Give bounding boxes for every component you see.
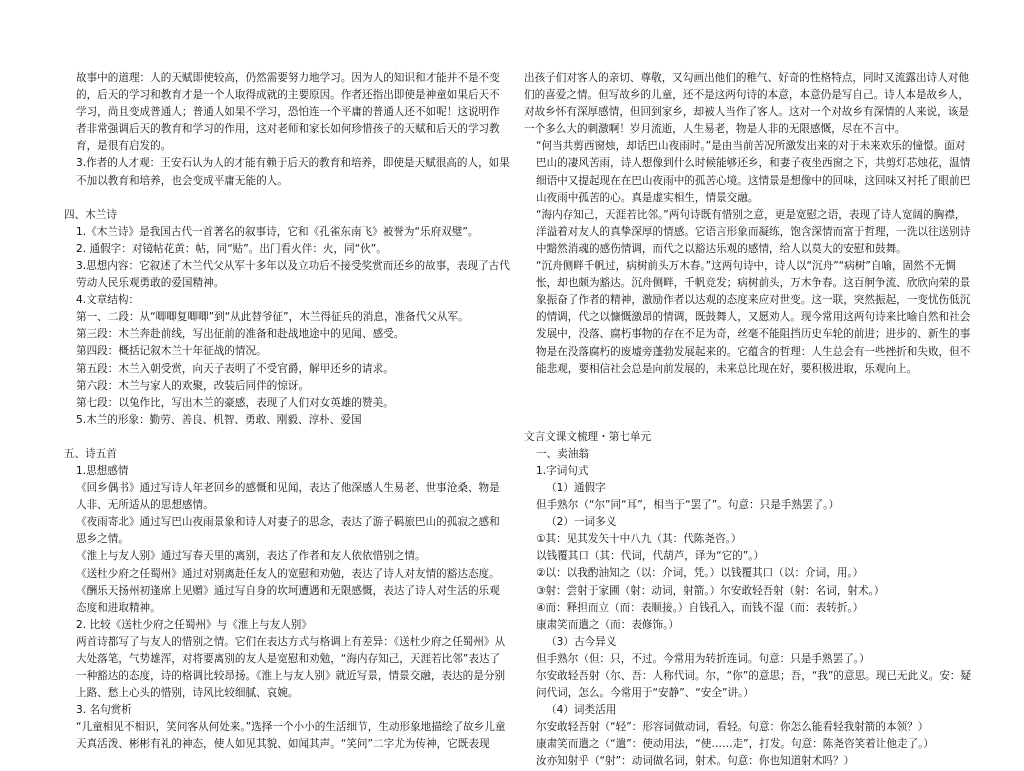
- text-paragraph: 四、木兰诗: [64, 208, 117, 221]
- text-paragraph: 3.思想内容：它叙述了木兰代父从军十多年以及立功后不接受奖赏而还乡的故事，表现了古代劳动人民乐观勇敢的爱国精神。: [76, 259, 510, 290]
- text-paragraph: 2. 比较《送杜少府之任蜀州》与《淮上与友人别》: [76, 618, 312, 631]
- text-paragraph: 《夜雨寄北》通过写巴山夜雨景象和诗人对妻子的思念，表达了游子羁旅巴山的孤寂之感和思乡之情。: [76, 516, 500, 546]
- text-paragraph: 文言文课文梳理・第七单元: [524, 430, 652, 443]
- text-paragraph: “海内存知己，天涯若比邻。”两句诗既有惜别之意，更是宽慰之语，表现了诗人宽阔的胸襟，洋溢着对友人的真挚深厚的情感。它语言形象而凝练，饱含深情而富于哲理，一洗以往送别诗中黯然消魂的感伤情调，而代之以豁达乐观的感情，给人以莫大的安慰和鼓舞。: [536, 208, 971, 255]
- text-paragraph: 1.字词句式: [536, 464, 589, 477]
- text-paragraph: 《回乡偶书》通过写诗人年老回乡的感慨和见闻，表达了他深感人生易老、世事沧桑、物是人非、无所适从的思想感情。: [76, 482, 500, 512]
- right-column: [524, 70, 976, 771]
- text-paragraph: “儿童相见不相识，笑问客从何处来。”选择一个小小的生活细节，生动形象地描绘了故乡儿童天真活泼、彬彬有礼的神态，使人如见其貌、如闻其声。“笑问”二字尤为传神，它既表现: [76, 721, 506, 751]
- text-paragraph: 一、卖油翁: [536, 447, 589, 460]
- text-paragraph: 《送杜少府之任蜀州》通过对别离赴任友人的宽慰和劝勉，表达了诗人对友情的豁达态度。: [76, 567, 500, 580]
- text-paragraph: ②以：以我酌油知之（以：介词，凭。）以钱覆其口（以：介词，用。）: [536, 567, 864, 580]
- text-paragraph: 汝亦知射乎（“射”：动词做名词，射术。句意：你也知道射术吗？）: [536, 755, 855, 768]
- text-paragraph: 但手熟尔（但：只，不过。今常用为转折连词。句意：只是手熟罢了。）: [536, 652, 870, 665]
- text-paragraph: 《酬乐天扬州初逢席上见赠》通过写自身的坎坷遭遇和无限感慨，表达了诗人对生活的乐观态度和进取精神。: [76, 584, 500, 614]
- text-paragraph: 《淮上与友人别》通过写春天里的离别，表达了作者和友人依依惜别之情。: [76, 550, 426, 563]
- text-paragraph: 出孩子们对客人的亲切、尊敬，又勾画出他们的稚气、好奇的性格特点，同时又流露出诗人对他们的喜爱之情。但写故乡的儿童，还不是这两句诗的本意，本意仍是写自己。诗人本是故乡人，对故乡怀有深厚感情，但回到家乡，却被人当作了客人。这对一个对故乡有深情的人来说，该是一个多么大的刺激啊！岁月流逝，人生易老，物是人非的无限感慨，尽在不言中。: [524, 72, 969, 136]
- text-paragraph: 3.作者的人才观：王安石认为人的才能有赖于后天的教育和培养，即使是天赋很高的人，如果不加以教育和培养，也会变成平庸无能的人。: [76, 157, 510, 187]
- text-paragraph: 4.文章结构：: [76, 294, 140, 307]
- text-paragraph: 5.木兰的形象：勤劳、善良、机智、勇敢、刚毅、淳朴、爱国: [76, 413, 362, 426]
- text-paragraph: 康肃笑而遣之（而：表修饰。）: [536, 618, 680, 631]
- blank-line: [64, 429, 510, 446]
- blank-line: [64, 190, 510, 207]
- blank-line: [524, 378, 976, 395]
- left-column: [64, 70, 510, 754]
- text-paragraph: （3）古今异义: [546, 635, 617, 648]
- text-paragraph: 五、诗五首: [64, 447, 117, 460]
- text-paragraph: 第五段：木兰入朝受赏，向天子表明了不受官爵，解甲还乡的请求。: [76, 362, 394, 375]
- text-paragraph: 1.《木兰诗》是我国古代一首著名的叙事诗，它和《孔雀东南飞》被誉为“乐府双璧”。: [76, 225, 479, 238]
- text-paragraph: （4）词类活用: [546, 704, 617, 717]
- text-paragraph: 以钱覆其口（其：代词，代葫芦，译为“它的”。）: [536, 550, 765, 563]
- text-paragraph: 康肃笑而遣之（“遣”：使动用法，“使……走”，打发。句意：陈尧咨笑着让他走了。）: [536, 738, 935, 751]
- text-paragraph: （2）一词多义: [546, 516, 617, 529]
- text-paragraph: 第七段：以兔作比，写出木兰的豪感，表现了人们对女英雄的赞美。: [76, 396, 394, 409]
- blank-line: [524, 412, 976, 429]
- text-paragraph: 第三段：木兰奔赴前线，写出征前的准备和赴战地途中的见闻、感受。: [76, 328, 405, 341]
- text-paragraph: ①其：见其发矢十中八九（其：代陈尧咨。）: [536, 533, 742, 546]
- text-paragraph: 但手熟尔（“尔”同“耳”，相当于“罢了”。句意：只是手熟罢了。）: [536, 499, 840, 512]
- text-paragraph: 2. 通假字：对镜帖花黄：帖，同“贴”。出门看火伴：火，同“伙”。: [76, 242, 387, 255]
- text-paragraph: “何当共剪西窗烛，却话巴山夜雨时。”是由当前苦况所激发出来的对于未来欢乐的憧憬。面对巴山的凄风苦雨，诗人想像到什么时候能够还乡，和妻子夜坐西窗之下，共剪灯芯烛花，温情细语中又提起现在在巴山夜雨中的孤苦心境。这情景是想像中的回味，这回味又衬托了眼前巴山夜雨中孤苦的心。真是虚实相生，情景交融。: [536, 140, 971, 204]
- text-paragraph: 第四段：概括记叙木兰十年征战的情况。: [76, 345, 267, 358]
- text-paragraph: 两首诗都写了与友人的惜别之情。它们在表达方式与格调上有差异：《送杜少府之任蜀州》从大处落笔，气势雄浑，对将要离别的友人是宽慰和劝勉，“海内存知己，天涯若比邻”表达了一种豁达的态度，诗的格调比较昂扬。《淮上与友人别》就近写景，情景交融，表达的是分别上路、愁上心头的惜别，诗风比较细腻、哀婉。: [76, 635, 506, 700]
- text-paragraph: （1）通假字: [546, 481, 606, 494]
- text-paragraph: 3. 名句赏析: [76, 704, 132, 717]
- blank-line: [524, 395, 976, 412]
- text-paragraph: 1.思想感情: [76, 464, 129, 477]
- text-paragraph: ④而：释担而立（而：表顺接。）自钱孔入，而钱不湿（而：表转折。）: [536, 601, 864, 614]
- text-paragraph: ③射：尝射于家圃（射：动词，射箭。）尔安敢轻吾射（射：名词，射术。）: [536, 584, 885, 597]
- text-paragraph: 第一、二段：从“唧唧复唧唧”到“从此替爷征”，木兰得征兵的消息，准备代父从军。: [76, 311, 469, 324]
- text-paragraph: 尔安敢轻吾射（“轻”：形容词做动词，看轻。句意：你怎么能看轻我射箭的本领？）: [536, 721, 929, 734]
- text-paragraph: “沉舟侧畔千帆过，病树前头万木春。”这两句诗中，诗人以“沉舟”“病树”自喻，固然不无惆怅，却也颇为豁达。沉舟侧畔，千帆竞发；病树前头，万木争春。这百舸争流、欣欣向荣的景象振奋了作者的精神，激励作者以达观的态度来应对世变。这一联，突然振起，一变忧伤低沉的情调，代之以慷慨激昂的情调，既鼓舞人，又愿劝人。现今常用这两句诗来比喻自然和社会发展中，没落、腐朽事物的存在不足为奇，丝毫不能阻挡历史车轮的前进；进步的、新生的事物是在没落腐朽的废墟旁蓬勃发展起来的。它蕴含的哲理：人生总会有一些挫折和失败，但不能悲观，要相信社会总是向前发展的，未来总比现在好，要积极进取，乐观向上。: [536, 260, 971, 375]
- text-paragraph: 第六段：木兰与家人的欢聚，改装后同伴的惊讶。: [76, 379, 310, 392]
- text-paragraph: 尔安敢轻吾射（尔、吾：人称代词。尔，“你”的意思；吾，“我”的意思。现已无此义。安：疑问代词，怎么。今常用于“安静”、“安全”讲。）: [536, 670, 972, 700]
- text-paragraph: 故事中的道理：人的天赋即使较高，仍然需要努力地学习。因为人的知识和才能并不是不变的，后天的学习和教育才是一个人取得成就的主要原因。作者还指出即使是神童如果后天不学习，尚且变成普通人；普通人如果不学习，恐怕连一个平庸的普通人还不如呢！这说明作者非常强调后天的教育和学习的作用，这对老师和家长如何珍惜孩子的天赋和后天的学习教育，是很有启发的。: [76, 72, 500, 153]
